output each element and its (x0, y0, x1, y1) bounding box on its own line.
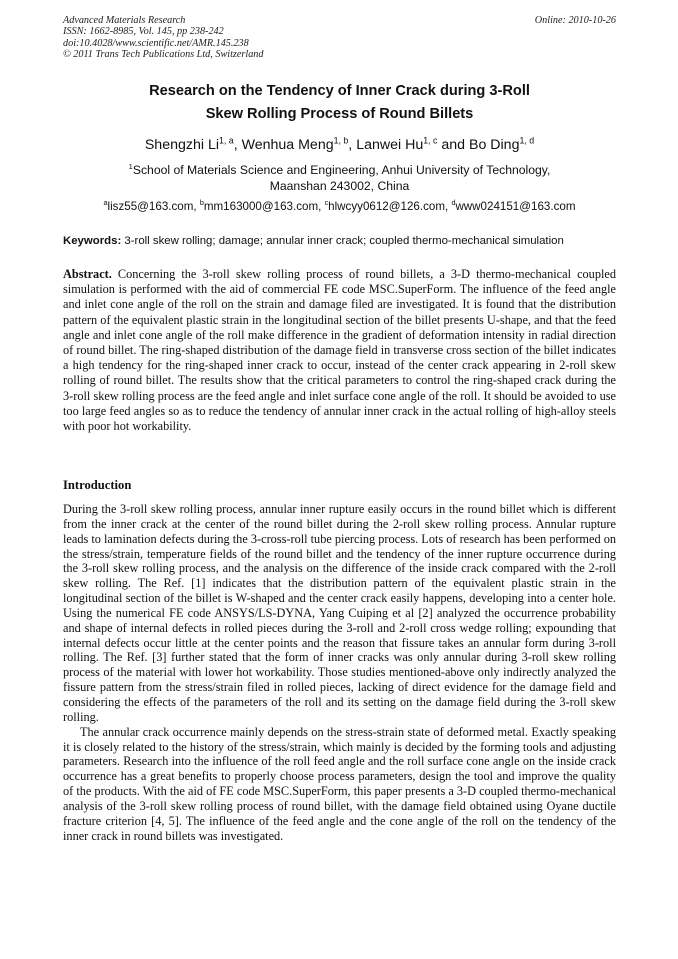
author-list (63, 136, 616, 154)
keywords-label: Keywords: (63, 235, 122, 247)
online-date: Online: 2010-10-26 (534, 15, 616, 26)
abstract-text: Concerning the 3-roll skew rolling process of round billets, a 3-D thermo-mechanical coupled simulation is performed with the aid of commercial FE code MSC.SuperForm. The influence of the feed angle and inlet cone angle of the roll on the strain and damage filed are investigated. It is found that the distribution pattern of the equivalent plastic strain in the longitudinal section of the billet presents U-shape, and that the feed angle and inlet cone angle of the roll make difference in the gradient of deformation intensity in radial direction of round billet. The ring-shaped distribution of the damage field in transverse cross section of the billet indicates a high tendency for the ring-shaped inner crack to occur, instead of the center crack appearing in 2-roll skew rolling of round billet. The results show that the critical parameters to control the ring-shaped crack during the 3-roll skew rolling process are the feed angle and inlet surface cone angle of the roll. It should be avoided to use too large feed angles so as to reduce the tendency of annular inner crack in the actual rolling of high-alloy steels with poor hot workability. (63, 267, 616, 434)
copyright-line: © 2011 Trans Tech Publications Ltd, Switzerland (63, 49, 264, 61)
email-mark: d (451, 198, 456, 208)
introduction-body (63, 502, 616, 843)
author-affiliation-mark: 1, d (519, 135, 535, 146)
author-separator: , (233, 137, 242, 153)
journal-name: Advanced Materials Research (63, 15, 186, 26)
affiliation-line-2: Maanshan 243002, China (269, 179, 410, 193)
email-mark: b (199, 198, 204, 208)
author-name: Wenhua Meng (241, 137, 334, 153)
author-separator: and (437, 137, 469, 153)
email-mark: c (324, 198, 329, 208)
affiliation-line-1: School of Materials Science and Engineering, Anhui University of Technology, (132, 163, 551, 177)
author-separator: , (348, 137, 357, 153)
issn-line: ISSN: 1662-8985, Vol. 145, pp 238-242 (63, 26, 224, 38)
email-separator: , (444, 200, 452, 213)
abstract (63, 267, 616, 434)
email-address[interactable]: www024151@163.com (455, 200, 576, 213)
author-name: Bo Ding (468, 137, 520, 153)
paper-title (63, 80, 616, 126)
intro-paragraph-1: During the 3-roll skew rolling process, annular inner rupture easily occurs in the round billet which is different from the inner crack at the center of the round billet during the 2-roll skew rolling process. Annular rupture leads to lamination defects during the 3-cross-roll tube piercing process. Lots of research has been performed on the stress/strain, temperature fields of the round billet and the tendency of the inner rupture occurrence during the 3-roll skew rolling process, and the analysis on the difference of the inside crack compared with the 2-roll skew rolling. The Ref. [1] indicates that the distribution pattern of the equivalent plastic strain in the longitudinal section of the billet is W-shaped and the center crack easily happens, developing into a center hole. Using the numerical FE code ANSYS/LS-DYNA, Yang Cuiping et al [2] analyzed the occurrence probability and shape of internal defects in rolled pieces during the 3-roll and 2-roll cross wedge rolling; expounding that internal defects occur little at the center points and the reason that fissure takes an annular form during 3-roll rolling. The Ref. [3] further stated that the form of inner cracks was only annular during 3-roll skew rolling process of the material with lower hot workability. Those studies mentioned-above only indirectly analyzed the fissure pattern from the stress/strain filed in rolled pieces, lacking of direct evidence for the damage field and considering the effects of the parameters of the roll and its setting on the damage field during the 3-roll skew rolling. (63, 502, 616, 724)
email-address[interactable]: mm163000@163.com (203, 200, 319, 213)
section-heading-introduction: Introduction (63, 478, 132, 492)
keywords (63, 234, 623, 249)
email-separator: , (318, 200, 325, 213)
email-address[interactable]: hlwcyy0612@126.com (328, 200, 445, 213)
email-separator: , (193, 200, 200, 213)
keywords-text: 3-roll skew rolling; damage; annular inner crack; coupled thermo-mechanical simulation (121, 235, 564, 247)
email-list (63, 199, 616, 214)
title-line-1: Research on the Tendency of Inner Crack during 3-Roll (149, 83, 530, 99)
email-address[interactable]: lisz55@163.com (107, 200, 194, 213)
doi-line: doi:10.4028/www.scientific.net/AMR.145.238 (63, 37, 249, 49)
abstract-label: Abstract. (63, 267, 112, 281)
author-name: Shengzhi Li (144, 137, 219, 153)
author-affiliation-mark: 1, b (333, 135, 349, 146)
author-affiliation-mark: 1, a (219, 135, 234, 146)
affiliation-mark: 1 (128, 161, 133, 171)
journal-header (63, 15, 616, 61)
author-name: Lanwei Hu (356, 137, 424, 153)
intro-paragraph-2: The annular crack occurrence mainly depends on the stress-strain state of deformed metal. Exactly speaking it is closely related to the history of the stress/strain, which mainly is decided by the forming tools and adjusting parameters. Research into the influence of the roll feed angle and the roll surface cone angle on the inside crack occurrence has a great benefits to properly choose process parameters, design the tool and improve the quality of the products. With the aid of FE code MSC.SuperForm, this paper presents a 3-D coupled thermo-mechanical analysis of the 3-roll skew rolling process of round billet, with the damage field obtained using Oyane ductile fracture criterion [4, 5]. The influence of the feed angle and the cone angle of the roll on the tendency of the inner crack in round billets was investigated. (63, 724, 616, 843)
email-mark: a (103, 198, 108, 208)
author-affiliation-mark: 1, c (423, 135, 438, 146)
affiliation (63, 162, 616, 194)
title-line-2: Skew Rolling Process of Round Billets (205, 106, 474, 122)
